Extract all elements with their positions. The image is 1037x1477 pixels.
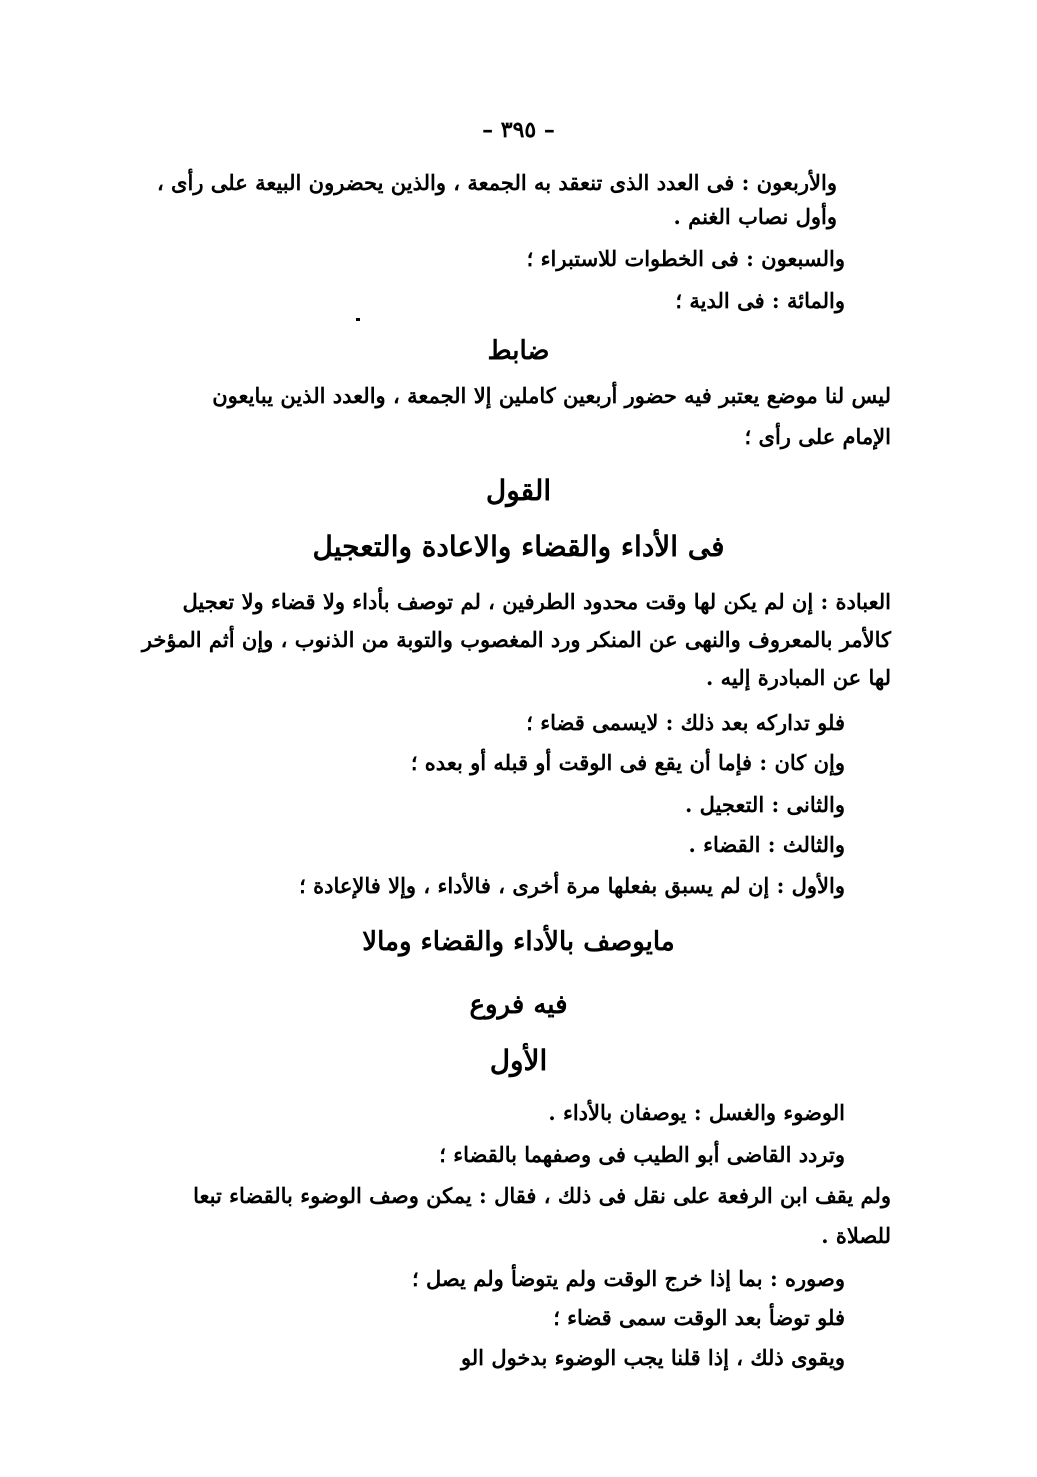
text-line: والسبعون : فى الخطوات للاستبراء ؛	[526, 246, 845, 271]
section-heading: ضابط	[487, 336, 550, 366]
text-line: وصوره : بما إذا خرج الوقت ولم يتوضأ ولم يصل ؛	[411, 1266, 845, 1291]
text-line: والأول : إن لم يسبق بفعلها مرة أخرى ، فالأداء ، وإلا فالإعادة ؛	[299, 873, 845, 898]
section-heading: فيه فروع	[469, 990, 568, 1020]
section-heading: الأول	[489, 1044, 548, 1077]
text-line: لها عن المبادرة إليه .	[706, 665, 891, 690]
text-line: ويقوى ذلك ، إذا قلنا يجب الوضوء بدخول الو	[460, 1345, 845, 1370]
text-line: فلو توضأ بعد الوقت سمى قضاء ؛	[553, 1305, 845, 1330]
text-line: والثانى : التعجيل .	[685, 792, 845, 817]
section-heading: مايوصف بالأداء والقضاء ومالا	[362, 927, 675, 957]
chapter-heading: القول	[485, 474, 552, 507]
text-line: والثالث : القضاء .	[688, 832, 845, 857]
chapter-subheading: فى الأداء والقضاء والاعادة والتعجيل	[312, 530, 725, 563]
stray-mark	[356, 318, 360, 321]
text-line: والأربعون : فى العدد الذى تنعقد به الجمعة ، والذين يحضرون البيعة على رأى ،	[156, 170, 837, 195]
text-line: ليس لنا موضع يعتبر فيه حضور أربعين كاملين إلا الجمعة ، والعدد الذين يبايعون	[212, 383, 891, 408]
text-line: والمائة : فى الدية ؛	[675, 288, 845, 313]
page-number: – ٣٩٥ –	[482, 117, 555, 143]
text-line: كالأمر بالمعروف والنهى عن المنكر ورد المغصوب والتوبة من الذنوب ، وإن أثم المؤخر	[141, 627, 891, 652]
text-line: وتردد القاضى أبو الطيب فى وصفهما بالقضاء ؛	[439, 1142, 845, 1167]
text-line: وأول نصاب الغنم .	[673, 204, 837, 229]
text-line: الوضوء والغسل : يوصفان بالأداء .	[548, 1100, 845, 1125]
text-line: فلو تداركه بعد ذلك : لايسمى قضاء ؛	[526, 710, 845, 735]
text-line: للصلاة .	[821, 1223, 891, 1248]
text-line: الإمام على رأى ؛	[744, 424, 891, 449]
text-line: العبادة : إن لم يكن لها وقت محدود الطرفين ، لم توصف بأداء ولا قضاء ولا تعجيل	[182, 589, 891, 614]
text-line: وإن كان : فإما أن يقع فى الوقت أو قبله أو بعده ؛	[410, 750, 845, 775]
text-line: ولم يقف ابن الرفعة على نقل فى ذلك ، فقال : يمكن وصف الوضوء بالقضاء تبعا	[193, 1183, 891, 1208]
